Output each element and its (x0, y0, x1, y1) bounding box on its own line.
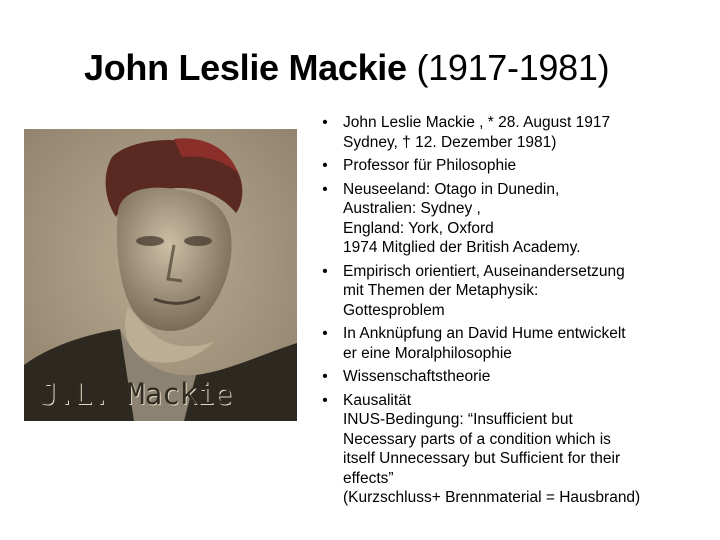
bullet-line: Necessary parts of a condition which is (343, 430, 611, 448)
slide-title (84, 44, 609, 92)
bullet-line: Gottesproblem (343, 301, 445, 319)
title-name: John Leslie Mackie (84, 47, 407, 88)
bullet-line: Kausalität (343, 391, 412, 409)
bullet-dot: • (322, 368, 328, 385)
bullet-line: effects” (343, 469, 394, 487)
bullet-dot: • (322, 325, 328, 342)
bullet-line: In Anknüpfung an David Hume entwickelt (343, 325, 626, 342)
bullet-item (307, 324, 712, 363)
bullet-line: Australien: Sydney , (343, 200, 481, 217)
bullet-dot: • (322, 114, 328, 131)
bullet-item (307, 391, 712, 508)
bullet-line: John Leslie Mackie , * 28. August 1917 (343, 114, 611, 131)
portrait-caption: J.L. Mackie (40, 377, 233, 411)
bullet-line: England: York, Oxford (343, 219, 494, 237)
bullet-item (307, 367, 712, 387)
bullet-item (307, 113, 712, 152)
bullet-line: mit Themen der Metaphysik: (343, 282, 539, 299)
bullet-dot: • (322, 262, 328, 280)
bullet-line: (Kurzschluss+ Brennmaterial = Hausbrand) (343, 489, 641, 506)
portrait-image (24, 129, 297, 421)
bullet-line: itself Unnecessary but Sufficient for their (343, 450, 621, 467)
title-years: (1917-1981) (416, 47, 610, 88)
bullet-line: Empirisch orientiert, Auseinandersetzung (343, 262, 625, 280)
bullet-dot: • (322, 391, 328, 409)
bullet-line: Neuseeland: Otago in Dunedin, (343, 180, 560, 198)
bullet-line: 1974 Mitglied der British Academy. (343, 239, 581, 256)
bullet-line: er eine Moralphilosophie (343, 344, 512, 362)
bullet-line: Professor für Philosophie (343, 157, 517, 174)
bullet-item (307, 262, 712, 321)
bullet-item (307, 180, 712, 258)
bullet-item (307, 156, 712, 176)
bullet-line: INUS-Bedingung: “Insufficient but (343, 411, 573, 428)
bullet-line: Wissenschaftstheorie (343, 368, 491, 385)
bullet-line: Sydney, † 12. Dezember 1981) (343, 133, 557, 151)
bullet-dot: • (322, 180, 328, 198)
bullet-dot: • (322, 157, 328, 174)
bullet-list (307, 113, 712, 512)
